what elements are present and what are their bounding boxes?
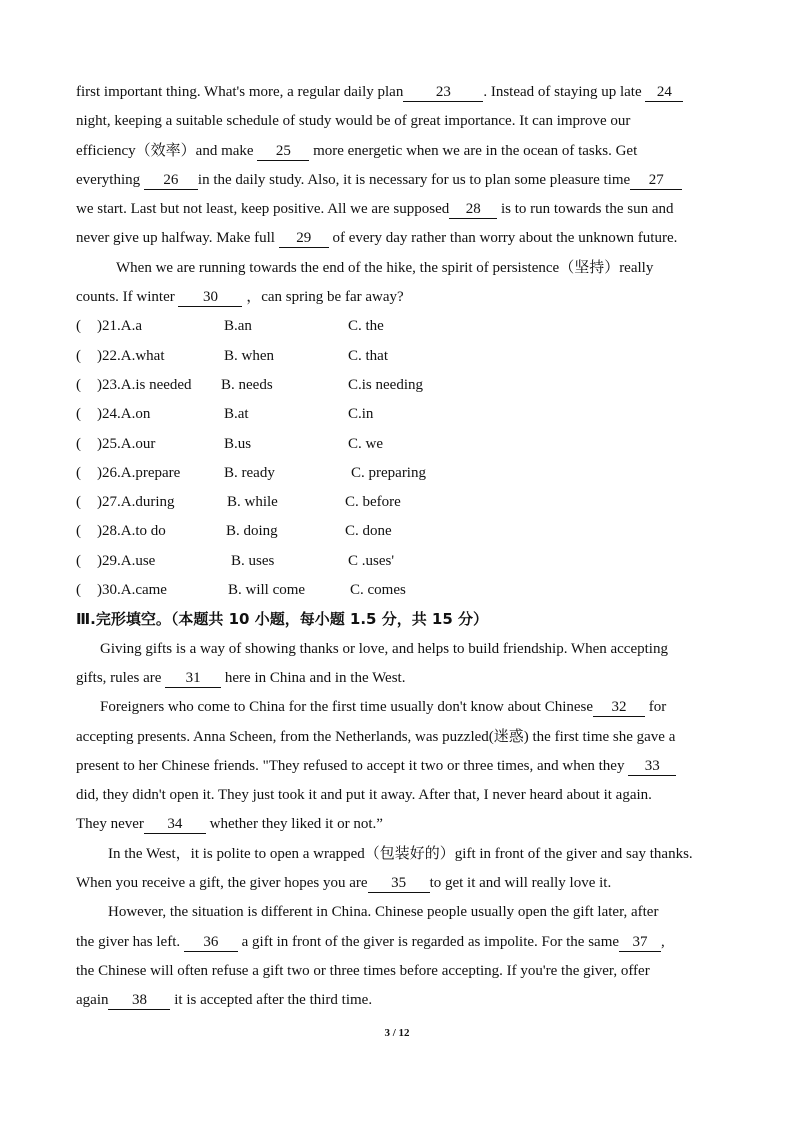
text: , bbox=[661, 933, 665, 950]
option-row-29 bbox=[76, 547, 726, 576]
option-c: C.is needing bbox=[348, 376, 423, 393]
option-a: )25.A.our bbox=[97, 435, 156, 452]
option-c: C. that bbox=[348, 347, 388, 364]
passage2-line-8: In the West，it is polite to open a wrapped（包装好的）gift in front of the giver and say thanks. bbox=[108, 845, 693, 862]
text: for bbox=[645, 699, 667, 716]
option-c: C. preparing bbox=[351, 464, 426, 481]
passage1-line-1 bbox=[76, 78, 726, 107]
option-a: )23.A.is needed bbox=[97, 376, 192, 393]
document-page bbox=[76, 78, 726, 1016]
text: When you receive a gift, the giver hopes you are bbox=[76, 875, 368, 892]
answer-paren: ( bbox=[76, 376, 81, 393]
passage2-line-5 bbox=[76, 752, 726, 781]
text: of every day rather than worry about the unknown future. bbox=[328, 230, 678, 247]
text: gifts, rules are bbox=[76, 669, 166, 686]
text: the giver has left. bbox=[76, 933, 184, 950]
option-a: )27.A.during bbox=[97, 494, 175, 511]
passage1-line-8 bbox=[76, 283, 726, 312]
option-row-21 bbox=[76, 312, 726, 341]
blank-35: 35 bbox=[368, 874, 430, 893]
passage2-line-13 bbox=[76, 986, 726, 1015]
text: They never bbox=[76, 816, 144, 833]
option-c: C. before bbox=[345, 494, 401, 511]
blank-31: 31 bbox=[165, 669, 221, 688]
passage1-line-6 bbox=[76, 224, 726, 253]
text: first important thing. What's more, a regular daily plan bbox=[76, 84, 404, 100]
passage2-line-3 bbox=[76, 693, 726, 722]
option-row-26 bbox=[76, 459, 726, 488]
option-b: B.at bbox=[224, 406, 249, 423]
option-c: C. the bbox=[348, 318, 384, 335]
option-b: B. will come bbox=[228, 582, 306, 599]
text: it is accepted after the third time. bbox=[170, 992, 373, 1009]
passage2-line-9 bbox=[76, 869, 726, 898]
passage2-line-12: the Chinese will often refuse a gift two or three times before accepting. If you're the giver, offer bbox=[76, 962, 650, 979]
option-a: )28.A.to do bbox=[97, 523, 166, 540]
option-a: )22.A.what bbox=[97, 347, 165, 364]
blank-32: 32 bbox=[593, 698, 645, 717]
option-a: )26.A.prepare bbox=[97, 464, 181, 481]
option-c: C. done bbox=[345, 523, 392, 540]
option-row-25 bbox=[76, 430, 726, 459]
blank-25: 25 bbox=[257, 142, 309, 161]
option-c: C.in bbox=[348, 406, 374, 423]
passage1-line-7: When we are running towards the end of the hike, the spirit of persistence（坚持）really bbox=[116, 259, 654, 276]
text: everything bbox=[76, 171, 144, 188]
option-b: B. ready bbox=[224, 464, 275, 481]
blank-27: 27 bbox=[630, 171, 682, 190]
text: Foreigners who come to China for the first time usually don't know about Chinese bbox=[100, 699, 594, 716]
blank-24: 24 bbox=[645, 83, 683, 102]
text: more energetic when we are in the ocean of tasks. Get bbox=[309, 142, 638, 159]
option-row-30 bbox=[76, 576, 726, 605]
option-c: C. we bbox=[348, 435, 383, 452]
blank-26: 26 bbox=[144, 171, 198, 190]
blank-23: 23 bbox=[403, 83, 483, 102]
option-b: B. needs bbox=[221, 376, 273, 393]
option-a: )24.A.on bbox=[97, 406, 151, 423]
blank-33: 33 bbox=[628, 757, 676, 776]
text: here in China and in the West. bbox=[221, 669, 406, 686]
answer-paren: ( bbox=[76, 318, 81, 335]
option-b: B. while bbox=[227, 494, 278, 511]
text: we start. Last but not least, keep positive. All we are supposed bbox=[76, 201, 450, 218]
passage1-line-2: night, keeping a suitable schedule of study would be of great importance. It can improve our bbox=[76, 113, 631, 130]
passage1-line-3 bbox=[76, 137, 726, 166]
passage2-line-7 bbox=[76, 810, 726, 839]
blank-37: 37 bbox=[619, 933, 661, 952]
text: a gift in front of the giver is regarded as impolite. For the same bbox=[237, 933, 620, 950]
blank-30: 30 bbox=[178, 288, 242, 307]
page-number: 3 / 12 bbox=[384, 1027, 410, 1039]
answer-paren: ( bbox=[76, 523, 81, 540]
blank-29: 29 bbox=[279, 229, 329, 248]
passage2-line-4: accepting presents. Anna Scheen, from the Netherlands, was puzzled(迷惑) the first time she gave a bbox=[76, 728, 676, 745]
text: in the daily study. Also, it is necessary for us to plan some pleasure time bbox=[197, 171, 631, 188]
options-list bbox=[76, 312, 726, 605]
text: is to run towards the sun and bbox=[497, 201, 674, 218]
option-row-28 bbox=[76, 517, 726, 546]
option-b: B.us bbox=[224, 435, 252, 452]
text: whether they liked it or not.” bbox=[205, 816, 383, 833]
passage2-line-10: However, the situation is different in China. Chinese people usually open the gift later, after bbox=[108, 904, 659, 921]
text: again bbox=[76, 992, 109, 1009]
option-a: )30.A.came bbox=[97, 582, 167, 599]
option-b: B. uses bbox=[231, 552, 275, 569]
answer-paren: ( bbox=[76, 347, 81, 364]
blank-28: 28 bbox=[449, 200, 497, 219]
text: . Instead of staying up late bbox=[483, 84, 646, 100]
passage2-line-11 bbox=[76, 928, 726, 957]
option-row-23 bbox=[76, 371, 726, 400]
option-b: B.an bbox=[224, 318, 252, 335]
text: to get it and will really love it. bbox=[429, 875, 612, 892]
text: ，can spring be far away? bbox=[242, 289, 404, 306]
answer-paren: ( bbox=[76, 406, 81, 423]
section-heading: Ⅲ.完形填空。（本题共 10 小题，每小题 1.5 分，共 15 分） bbox=[76, 610, 489, 629]
passage1-line-5 bbox=[76, 195, 726, 224]
option-row-24 bbox=[76, 400, 726, 429]
option-b: B. when bbox=[224, 347, 274, 364]
option-a: )21.A.a bbox=[97, 318, 142, 335]
blank-36: 36 bbox=[184, 933, 238, 952]
option-c: C. comes bbox=[350, 582, 406, 599]
answer-paren: ( bbox=[76, 464, 81, 481]
option-c: C .uses' bbox=[348, 552, 395, 569]
answer-paren: ( bbox=[76, 494, 81, 511]
answer-paren: ( bbox=[76, 435, 81, 452]
answer-paren: ( bbox=[76, 552, 81, 569]
text: present to her Chinese friends. "They refused to accept it two or three times, and when they bbox=[76, 757, 629, 774]
passage2-line-6: did, they didn't open it. They just took it and put it away. After that, I never heard about it again. bbox=[76, 787, 652, 804]
answer-paren: ( bbox=[76, 582, 81, 599]
option-row-27 bbox=[76, 488, 726, 517]
text: counts. If winter bbox=[76, 289, 179, 306]
text: never give up halfway. Make full bbox=[76, 230, 279, 247]
passage1-line-4 bbox=[76, 166, 726, 195]
blank-34: 34 bbox=[144, 815, 206, 834]
passage2-line-1: Giving gifts is a way of showing thanks or love, and helps to build friendship. When accepting bbox=[100, 640, 668, 657]
passage2-line-2 bbox=[76, 664, 726, 693]
option-row-22 bbox=[76, 342, 726, 371]
text: efficiency（效率）and make bbox=[76, 142, 258, 159]
option-b: B. doing bbox=[226, 523, 278, 540]
blank-38: 38 bbox=[108, 991, 170, 1010]
option-a: )29.A.use bbox=[97, 552, 156, 569]
